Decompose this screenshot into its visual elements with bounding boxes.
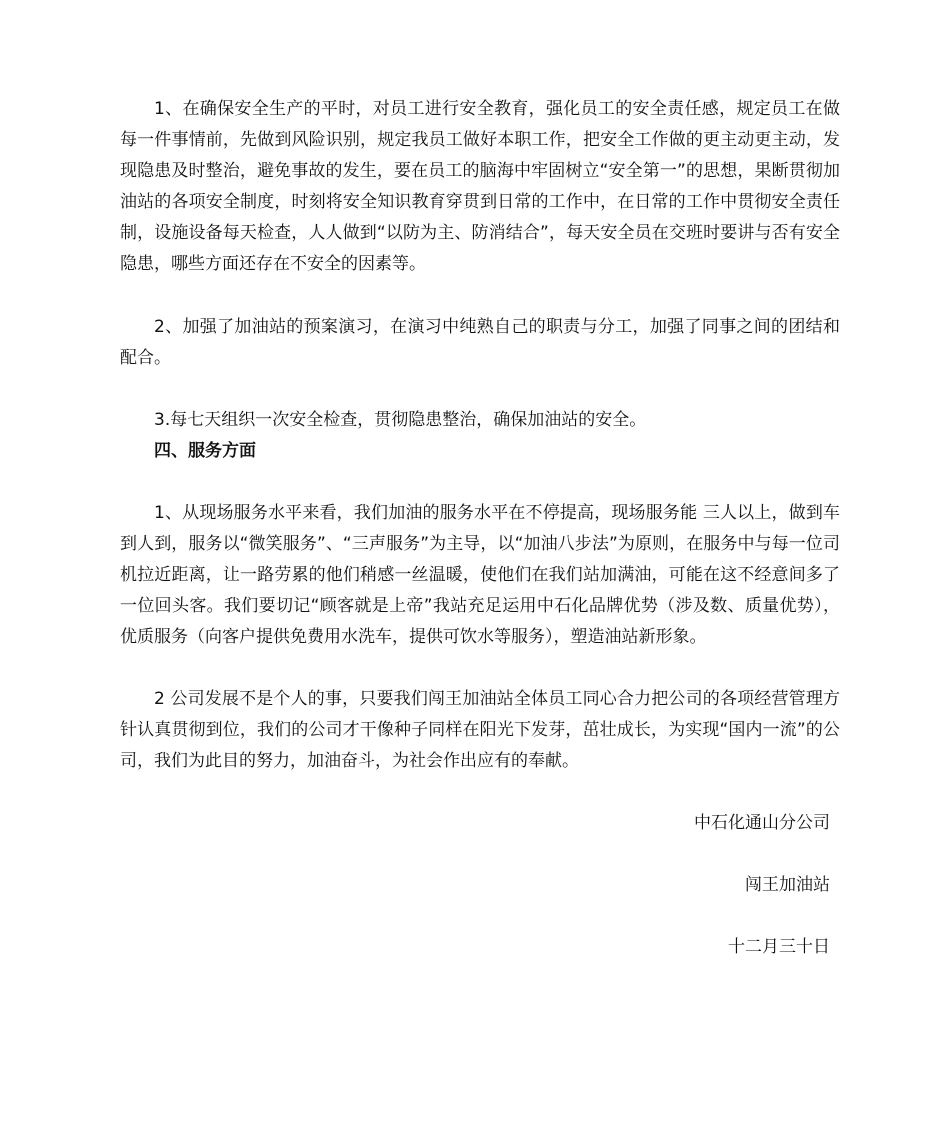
- document-page: [120, 94, 840, 963]
- signature-date: 十二月三十日: [728, 937, 830, 957]
- paragraph-safety-education: 1、在确保安全生产的平时，对员工进行安全教育，强化员工的安全责任感，规定员工在做每一件事情前，先做到风险识别，规定我员工做好本职工作，把安全工作做的更主动更主动，发现隐患及时整治，避免事故的发生，要在员工的脑海中牢固树立“安全第一”的思想，果断贯彻加油站的各项安全制度，时刻将安全知识教育穿贯到日常的工作中，在日常的工作中贯彻安全责任制，设施设备每天检查，人人做到“以防为主、防消结合”，每天安全员在交班时要讲与否有安全隐患，哪些方面还存在不安全的因素等。: [120, 99, 840, 274]
- section-heading-service: 四、服务方面: [154, 441, 256, 461]
- paragraph-company-development: 2 公司发展不是个人的事，只要我们闯王加油站全体员工同心合力把公司的各项经营管理方针认真贯彻到位，我们的公司才干像种子同样在阳光下发芽，茁壮成长，为实现“国内一流”的公司，我们为此目的努力，加油奋斗，为社会作出应有的奉献。: [120, 689, 840, 771]
- signature-company: 中石化通山分公司: [694, 813, 830, 833]
- paragraph-inspection: 3.每七天组织一次安全检查，贯彻隐患整治，确保加油站的安全。: [154, 410, 647, 430]
- signature-station: 闯王加油站: [745, 875, 830, 895]
- paragraph-service-level: 1、从现场服务水平来看，我们加油的服务水平在不停提高，现场服务能 三人以上，做到车到人到，服务以“微笑服务”、“三声服务”为主导，以“加油八步法”为原则，在服务中与每一位司机拉近距离，让一路劳累的他们稍感一丝温暖，使他们在我们站加满油，可能在这不经意间多了一位回头客。我们要切记“顾客就是上帝”我站充足运用中石化品牌优势（涉及数、质量优势），优质服务（向客户提供免费用水洗车，提供可饮水等服务），塑造油站新形象。: [120, 503, 840, 647]
- paragraph-drill: 2、加强了加油站的预案演习，在演习中纯熟自己的职责与分工，加强了同事之间的团结和配合。: [120, 317, 840, 368]
